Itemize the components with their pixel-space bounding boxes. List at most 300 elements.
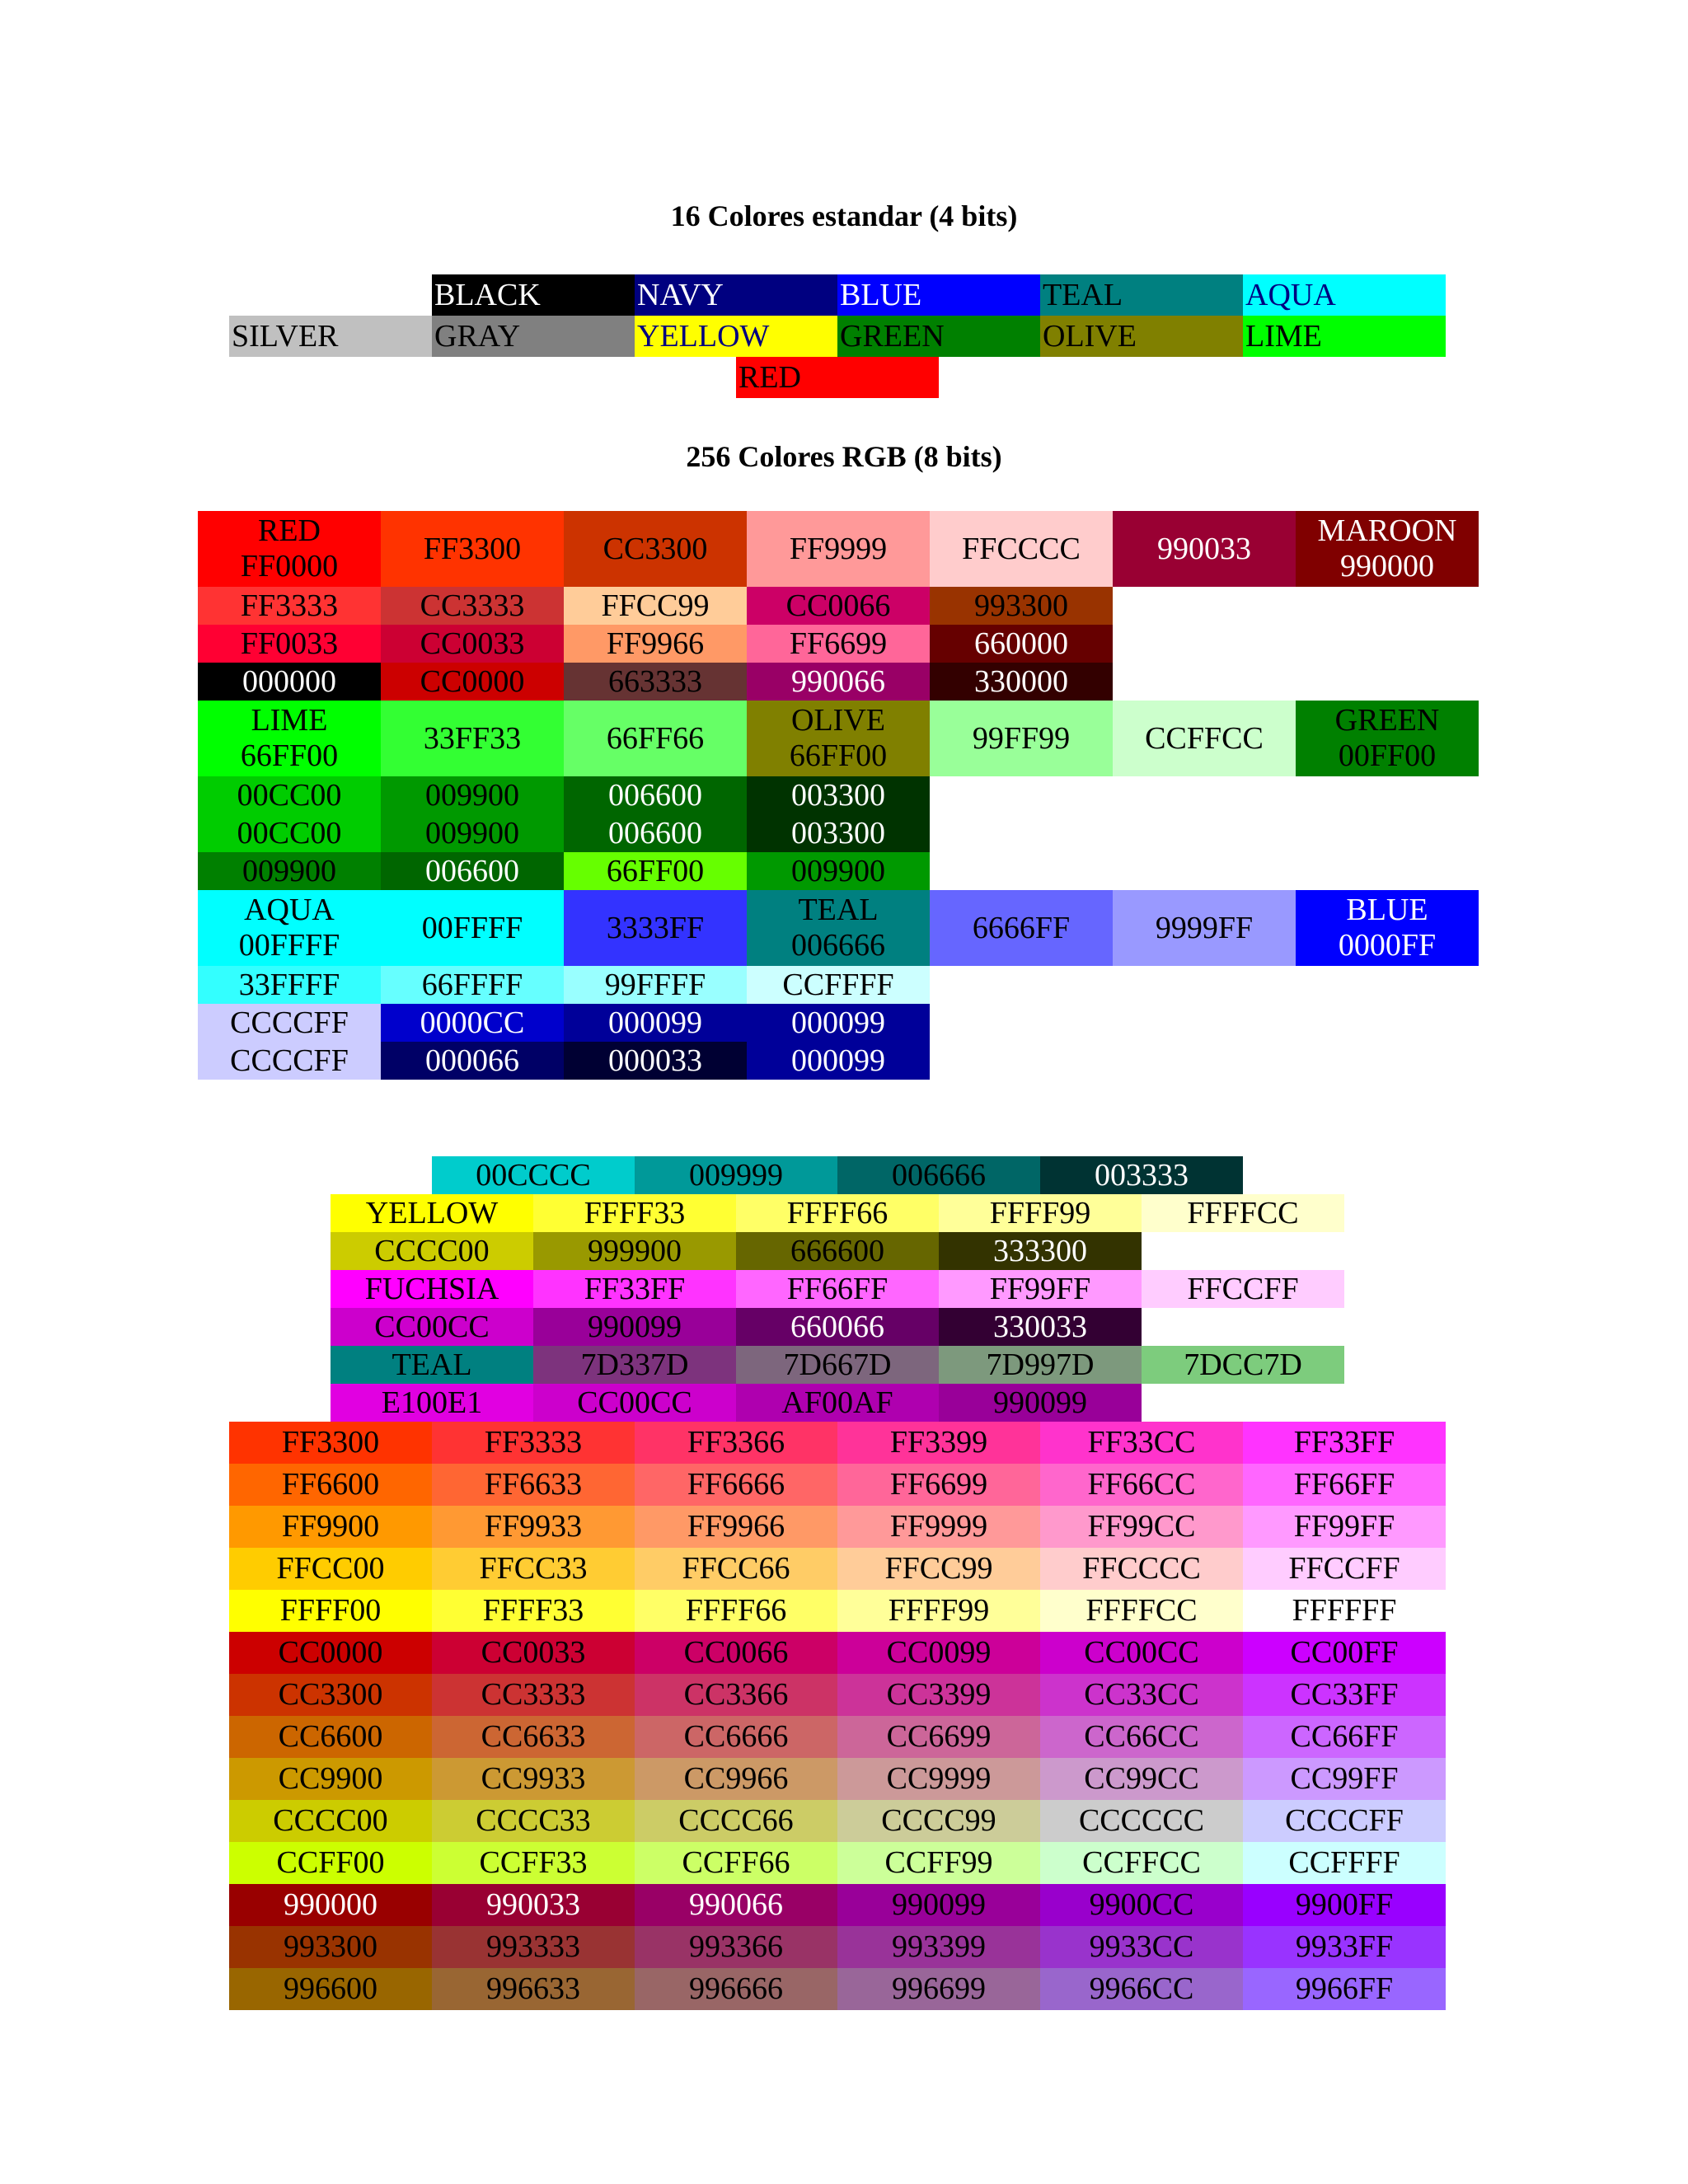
swatch-label: CCFF33 <box>479 1845 588 1880</box>
swatch-label: GREEN <box>1334 703 1440 738</box>
swatch-label: 9966FF <box>1295 1971 1394 2006</box>
color-swatch <box>736 1270 939 1308</box>
color-swatch <box>229 1842 432 1884</box>
color-swatch <box>1040 1422 1243 1464</box>
color-swatch <box>198 587 381 625</box>
color-swatch <box>198 625 381 663</box>
color-swatch <box>229 1548 432 1590</box>
color-swatch <box>564 511 747 587</box>
color-swatch <box>837 1590 1040 1632</box>
swatch-label: FFFFCC <box>1187 1195 1299 1230</box>
swatch-label: CC0066 <box>683 1635 789 1670</box>
color-swatch <box>229 1800 432 1842</box>
color-swatch <box>533 1270 736 1308</box>
rgb_grid-row <box>229 1884 1446 1926</box>
swatch-label: 006600 <box>425 853 519 888</box>
swatch-label: CCCCFF <box>1285 1803 1404 1838</box>
color-swatch <box>736 1384 939 1422</box>
swatch-label: FF9999 <box>889 1509 988 1544</box>
rgb_grid-row <box>229 1590 1446 1632</box>
color-swatch <box>1296 890 1479 966</box>
swatch-label: 66FF00 <box>606 853 705 888</box>
swatch-label: CCCC00 <box>374 1233 490 1268</box>
swatch-label: RED <box>738 359 801 395</box>
color-swatch <box>635 1926 837 1968</box>
swatch-label: FFFFCC <box>1085 1593 1198 1628</box>
rgb-colors-title: 256 Colores RGB (8 bits) <box>686 440 1002 473</box>
color-swatch <box>635 1464 837 1506</box>
color-swatch <box>635 1632 837 1674</box>
color-swatch <box>229 1674 432 1716</box>
swatch-label: CC0000 <box>420 663 525 699</box>
swatch-label: FFCC66 <box>682 1551 790 1586</box>
color-swatch <box>837 1758 1040 1800</box>
color-swatch <box>1142 1346 1344 1384</box>
color-swatch <box>939 1194 1142 1232</box>
rgb_top-row <box>198 511 1479 587</box>
swatch-label: 00FFFF <box>421 910 523 945</box>
swatch-label: 000066 <box>425 1043 519 1078</box>
swatch-label: 00FF00 <box>1338 738 1437 773</box>
swatch-label: 990099 <box>588 1309 682 1344</box>
color-swatch <box>930 701 1113 776</box>
swatch-label: CC6666 <box>683 1719 789 1754</box>
color-swatch <box>381 852 564 890</box>
color-swatch <box>747 852 930 890</box>
swatch-label: FF6699 <box>789 626 888 661</box>
color-swatch <box>837 1800 1040 1842</box>
color-swatch <box>1243 1716 1446 1758</box>
color-swatch <box>1243 316 1446 357</box>
color-swatch <box>635 1156 837 1194</box>
swatch-label: CC00FF <box>1290 1635 1399 1670</box>
swatch-label: 990066 <box>689 1887 783 1922</box>
rgb_grid-row <box>229 1800 1446 1842</box>
color-swatch <box>837 1156 1040 1194</box>
swatch-label: CC9999 <box>886 1761 992 1796</box>
color-swatch <box>1142 1194 1344 1232</box>
swatch-label: FF9933 <box>484 1509 583 1544</box>
swatch-label: FF99CC <box>1087 1509 1196 1544</box>
swatch-label: 000000 <box>242 663 336 699</box>
swatch-label: 996666 <box>689 1971 783 2006</box>
color-swatch <box>331 1346 533 1384</box>
swatch-label: FF66CC <box>1087 1467 1196 1502</box>
color-swatch <box>381 776 564 814</box>
swatch-label: 993333 <box>486 1929 580 1964</box>
color-swatch <box>635 1968 837 2010</box>
color-swatch <box>432 274 635 316</box>
swatch-label: FF3300 <box>423 531 522 566</box>
color-swatch <box>533 1384 736 1422</box>
color-swatch <box>198 701 381 776</box>
swatch-label: YELLOW <box>365 1195 499 1230</box>
color-swatch <box>939 1270 1142 1308</box>
swatch-label: CC99FF <box>1290 1761 1399 1796</box>
color-swatch <box>533 1232 736 1270</box>
color-swatch <box>533 1194 736 1232</box>
swatch-label: 996699 <box>892 1971 986 2006</box>
swatch-label: FFFF66 <box>786 1195 889 1230</box>
color-swatch <box>331 1270 533 1308</box>
swatch-label: FF99FF <box>1293 1509 1395 1544</box>
color-swatch <box>837 1464 1040 1506</box>
swatch-label: 009900 <box>242 853 336 888</box>
color-swatch <box>564 1004 747 1042</box>
color-swatch <box>747 776 930 814</box>
color-swatch <box>1040 1632 1243 1674</box>
swatch-label: FF3333 <box>484 1425 583 1460</box>
color-swatch <box>229 316 432 357</box>
swatch-label: 009999 <box>689 1157 783 1193</box>
color-swatch <box>229 1590 432 1632</box>
rgb_grid-row <box>229 1674 1446 1716</box>
swatch-label: LIME <box>1245 318 1322 354</box>
swatch-label: FF9966 <box>687 1509 785 1544</box>
color-swatch <box>381 1004 564 1042</box>
swatch-label: CCCCFF <box>230 1043 349 1078</box>
color-swatch <box>1142 1270 1344 1308</box>
swatch-label: FF33CC <box>1087 1425 1196 1460</box>
color-swatch <box>432 1884 635 1926</box>
swatch-label: CC6600 <box>278 1719 383 1754</box>
swatch-label: E100E1 <box>381 1385 483 1420</box>
swatch-label: SILVER <box>232 318 339 354</box>
rgb_top-row <box>198 1004 930 1042</box>
color-swatch <box>1040 1968 1243 2010</box>
swatch-label: CC3300 <box>603 531 708 566</box>
color-swatch <box>747 701 930 776</box>
swatch-label: 003300 <box>791 815 885 851</box>
swatch-label: MAROON <box>1317 513 1457 548</box>
standard16-row <box>229 316 1446 357</box>
swatch-label: FF33FF <box>584 1271 686 1306</box>
color-swatch <box>432 1926 635 1968</box>
color-swatch <box>229 1632 432 1674</box>
color-swatch <box>635 1800 837 1842</box>
swatch-label: BLUE <box>1346 893 1428 927</box>
swatch-label: FF3300 <box>281 1425 380 1460</box>
color-swatch <box>432 1674 635 1716</box>
color-swatch <box>747 966 930 1004</box>
swatch-label: FF99FF <box>989 1271 1091 1306</box>
swatch-label: LIME <box>251 703 328 738</box>
color-swatch <box>564 587 747 625</box>
rgb_grid-row <box>229 1926 1446 1968</box>
standard16-row <box>432 274 1446 316</box>
swatch-label: OLIVE <box>791 703 885 738</box>
swatch-label: CC3399 <box>886 1677 992 1712</box>
swatch-label: 000099 <box>791 1005 885 1040</box>
swatch-label: CC00CC <box>374 1309 490 1344</box>
swatch-label: CCCC99 <box>881 1803 996 1838</box>
swatch-label: 993300 <box>284 1929 377 1964</box>
swatch-label: 999900 <box>588 1233 682 1268</box>
color-swatch <box>229 1926 432 1968</box>
swatch-label: CCFFFF <box>782 967 894 1002</box>
swatch-label: FF33FF <box>1293 1425 1395 1460</box>
swatch-label: FFFF33 <box>482 1593 584 1628</box>
rgb_top-row <box>198 852 930 890</box>
swatch-label: CCCC33 <box>476 1803 591 1838</box>
color-swatch <box>747 890 930 966</box>
swatch-label: 6666FF <box>972 910 1071 945</box>
swatch-label: 009900 <box>425 815 519 851</box>
swatch-label: CCCCFF <box>230 1005 349 1040</box>
color-swatch <box>1040 1156 1243 1194</box>
color-swatch <box>1040 1590 1243 1632</box>
swatch-label: 993366 <box>689 1929 783 1964</box>
swatch-label: FFFFFF <box>1292 1593 1397 1628</box>
swatch-label: 66FF00 <box>789 738 888 773</box>
rgb_top-row <box>198 966 930 1004</box>
swatch-label: 660000 <box>974 626 1068 661</box>
swatch-label: 330000 <box>974 663 1068 699</box>
rgb_grid-row <box>229 1968 1446 2010</box>
color-swatch <box>635 1548 837 1590</box>
color-swatch <box>930 663 1113 701</box>
color-swatch <box>635 1884 837 1926</box>
color-swatch <box>432 1968 635 2010</box>
color-swatch <box>381 701 564 776</box>
color-swatch <box>930 587 1113 625</box>
color-swatch <box>837 316 1040 357</box>
color-swatch <box>1243 1632 1446 1674</box>
color-swatch <box>198 1042 381 1080</box>
swatch-label: FF0033 <box>240 626 339 661</box>
swatch-label: FFFF66 <box>685 1593 787 1628</box>
color-swatch <box>381 814 564 852</box>
swatch-label: 9900FF <box>1295 1887 1394 1922</box>
color-swatch <box>1040 1464 1243 1506</box>
swatch-label: FFCC99 <box>884 1551 993 1586</box>
swatch-label: FFFF99 <box>989 1195 1091 1230</box>
color-swatch <box>1243 1464 1446 1506</box>
swatch-label: GRAY <box>434 318 521 354</box>
color-swatch <box>229 1506 432 1548</box>
color-swatch <box>432 1156 635 1194</box>
rgb_grid-row <box>229 1464 1446 1506</box>
swatch-label: 006600 <box>608 815 702 851</box>
color-swatch <box>564 663 747 701</box>
swatch-label: 993399 <box>892 1929 986 1964</box>
color-swatch <box>939 1308 1142 1346</box>
swatch-label: 003333 <box>1095 1157 1189 1193</box>
rgb_mid-row <box>331 1308 1142 1346</box>
color-swatch <box>564 701 747 776</box>
swatch-label: CCFFCC <box>1082 1845 1201 1880</box>
color-swatch <box>331 1232 533 1270</box>
color-swatch <box>1243 1968 1446 2010</box>
color-swatch <box>1040 1800 1243 1842</box>
swatch-label: FFCCFF <box>1187 1271 1299 1306</box>
swatch-label: FFCCFF <box>1288 1551 1400 1586</box>
color-swatch <box>837 1422 1040 1464</box>
color-swatch <box>331 1194 533 1232</box>
color-swatch <box>635 1590 837 1632</box>
swatch-label: CC0099 <box>886 1635 992 1670</box>
swatch-label: FFCCCC <box>1082 1551 1201 1586</box>
rgb_top-row <box>198 1042 930 1080</box>
rgb_grid-row <box>229 1548 1446 1590</box>
color-swatch <box>381 890 564 966</box>
color-swatch <box>1243 1422 1446 1464</box>
swatch-label: AF00AF <box>781 1385 893 1420</box>
swatch-label: FF3333 <box>240 588 339 623</box>
color-swatch <box>432 1464 635 1506</box>
color-swatch <box>229 1758 432 1800</box>
swatch-label: FFCCCC <box>962 531 1081 566</box>
rgb_top-row <box>198 587 1113 625</box>
swatch-label: CC0033 <box>481 1635 586 1670</box>
swatch-label: 7D337D <box>580 1347 689 1382</box>
swatch-label: CC99CC <box>1084 1761 1199 1796</box>
color-swatch <box>198 511 381 587</box>
swatch-label: AQUA <box>1245 277 1336 312</box>
swatch-label: 33FF33 <box>423 720 522 756</box>
rgb_mid-row <box>331 1346 1344 1384</box>
color-swatch <box>1040 1758 1243 1800</box>
color-swatch <box>564 966 747 1004</box>
rgb_top-row <box>198 663 1113 701</box>
swatch-label: TEAL <box>798 893 879 927</box>
color-swatch <box>1113 890 1296 966</box>
color-swatch <box>1113 511 1296 587</box>
swatch-label: GREEN <box>840 318 945 354</box>
color-swatch <box>837 1506 1040 1548</box>
swatch-label: CC00CC <box>1084 1635 1199 1670</box>
color-swatch <box>837 1632 1040 1674</box>
swatch-label: 00CCCC <box>476 1157 591 1193</box>
color-swatch <box>747 814 930 852</box>
color-swatch <box>198 966 381 1004</box>
color-swatch <box>837 274 1040 316</box>
color-swatch <box>229 1716 432 1758</box>
color-swatch <box>747 1004 930 1042</box>
swatch-label: 990066 <box>791 663 885 699</box>
color-swatch <box>564 625 747 663</box>
color-swatch <box>1040 1548 1243 1590</box>
swatch-label: FFFF00 <box>279 1593 382 1628</box>
color-swatch <box>1040 1926 1243 1968</box>
color-swatch <box>432 1506 635 1548</box>
swatch-label: CCFF00 <box>276 1845 385 1880</box>
swatch-label: CCFF66 <box>682 1845 790 1880</box>
rgb_top-row <box>198 814 930 852</box>
swatch-label: FF3399 <box>889 1425 988 1460</box>
color-swatch <box>1243 274 1446 316</box>
standard-colors-title: 16 Colores estandar (4 bits) <box>670 199 1018 232</box>
color-swatch <box>635 1758 837 1800</box>
color-swatch <box>635 1842 837 1884</box>
swatch-label: 33FFFF <box>238 967 340 1002</box>
rgb_grid-row <box>229 1758 1446 1800</box>
swatch-label: CC6633 <box>481 1719 586 1754</box>
color-swatch <box>837 1548 1040 1590</box>
color-swatch <box>432 1422 635 1464</box>
color-swatch <box>747 1042 930 1080</box>
swatch-label: 006600 <box>608 777 702 813</box>
color-swatch <box>381 625 564 663</box>
swatch-label: FF6600 <box>281 1467 380 1502</box>
rgb_mid-row <box>331 1270 1344 1308</box>
color-swatch <box>1040 1842 1243 1884</box>
rgb_mid-row <box>331 1194 1344 1232</box>
swatch-label: 7DCC7D <box>1184 1347 1302 1382</box>
color-swatch <box>533 1308 736 1346</box>
color-swatch <box>837 1884 1040 1926</box>
swatch-label: CC3366 <box>683 1677 789 1712</box>
swatch-label: 996600 <box>284 1971 377 2006</box>
swatch-label: 66FF66 <box>606 720 705 756</box>
swatch-label: FFCC00 <box>276 1551 385 1586</box>
color-swatch <box>198 663 381 701</box>
swatch-label: 9999FF <box>1155 910 1254 945</box>
color-swatch <box>1243 1548 1446 1590</box>
swatch-label: 7D667D <box>783 1347 892 1382</box>
color-swatch <box>381 587 564 625</box>
swatch-label: YELLOW <box>637 318 770 354</box>
swatch-label: FF3366 <box>687 1425 785 1460</box>
color-swatch <box>198 890 381 966</box>
color-swatch <box>930 890 1113 966</box>
color-swatch <box>939 1232 1142 1270</box>
swatch-label: 000099 <box>791 1043 885 1078</box>
rgb_top-row <box>198 776 930 814</box>
swatch-label: CCFFFF <box>1288 1845 1400 1880</box>
swatch-label: 990000 <box>1340 549 1434 583</box>
color-swatch <box>1113 701 1296 776</box>
color-swatch <box>564 776 747 814</box>
color-swatch <box>432 316 635 357</box>
swatch-label: 99FFFF <box>604 967 706 1002</box>
swatch-label: CC0000 <box>278 1635 383 1670</box>
color-swatch <box>381 1042 564 1080</box>
swatch-label: FF66FF <box>786 1271 889 1306</box>
color-swatch <box>939 1346 1142 1384</box>
rgb_mid-row <box>331 1232 1142 1270</box>
color-swatch <box>198 776 381 814</box>
swatch-label: 990099 <box>892 1887 986 1922</box>
swatch-label: BLACK <box>434 277 541 312</box>
swatch-label: AQUA <box>244 893 335 927</box>
color-swatch <box>381 966 564 1004</box>
rgb_grid-row <box>229 1632 1446 1674</box>
color-swatch <box>1296 511 1479 587</box>
swatch-label: 66FF00 <box>240 738 339 773</box>
swatch-label: 009900 <box>425 777 519 813</box>
rgb_mid-row <box>432 1156 1243 1194</box>
swatch-label: 990033 <box>486 1887 580 1922</box>
swatch-label: OLIVE <box>1043 318 1137 354</box>
swatch-label: FFFF99 <box>888 1593 990 1628</box>
color-swatch <box>1243 1884 1446 1926</box>
color-swatch <box>1296 701 1479 776</box>
color-swatch <box>381 663 564 701</box>
color-swatch <box>432 1758 635 1800</box>
color-swatch <box>930 625 1113 663</box>
swatch-label: 006666 <box>892 1157 986 1193</box>
swatch-label: FF66FF <box>1293 1467 1395 1502</box>
color-swatch <box>198 814 381 852</box>
color-swatch <box>747 625 930 663</box>
color-swatch <box>837 1716 1040 1758</box>
color-swatch <box>533 1346 736 1384</box>
swatch-label: FFCC33 <box>479 1551 588 1586</box>
color-swatch <box>564 890 747 966</box>
swatch-label: 0000FF <box>1338 928 1437 963</box>
color-swatch <box>432 1590 635 1632</box>
